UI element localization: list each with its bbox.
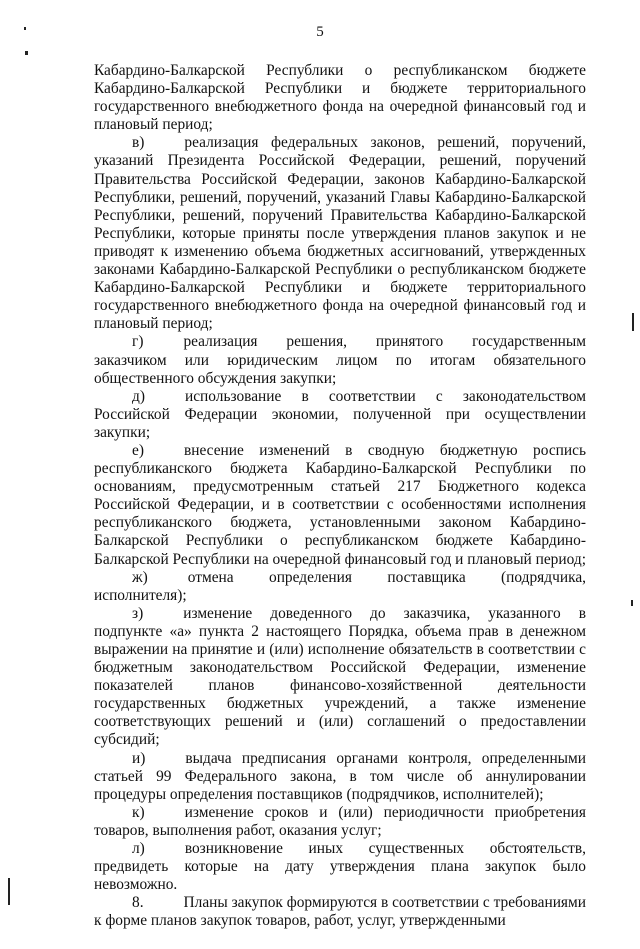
document-body — [94, 62, 586, 949]
item-text: внесение изменений в сводную бюджетную роспись республиканского бюджета Кабардино-Балкарской Республики по основаниям, предусмотренным статьей 217 Бюджетного кодекса Российской Федерации, и в соответствии с особенностями исполнения республиканского бюджета, установленными законом Кабардино-Балкарской Республики о республиканском бюджете Кабардино-Балкарской Республики на очередной финансовый год и плановый период; — [94, 441, 586, 568]
item-marker: е) — [132, 441, 144, 459]
list-item — [94, 894, 586, 930]
list-item — [94, 840, 586, 894]
item-text: возникновение иных существенных обстоятельств, предвидеть которые на дату утверждения плана закупок было невозможно. — [94, 840, 586, 894]
item-text: реализация федеральных законов, решений, поручений, указаний Президента Российской Федерации, решений, поручений Правительства Российской Федерации, законов Кабардино-Балкарской Республики, решений, поручений, указаний Главы Кабардино-Балкарской Республики, решений, поручений Правительства Кабардино-Балкарской Республики, которые приняты после утверждения планов закупок и не приводят к изменению объема бюджетных ассигнований, утвержденных законами Кабардино-Балкарской Республики о республиканском бюджете Кабардино-Балкарской Республики и бюджете территориального государственного внебюджетного фонда на очередной финансовый год и плановый период; — [94, 134, 586, 333]
item-text: реализация решения, принятого государственным заказчиком или юридическим лицом по итогам обязательного общественного обсуждения закупки; — [94, 333, 586, 387]
list-item — [94, 569, 586, 605]
item-marker: з) — [132, 604, 144, 622]
item-marker: к) — [132, 803, 145, 821]
margin-mark — [24, 27, 26, 30]
paragraph-text: Кабардино-Балкарской Республики о республиканском бюджете Кабардино-Балкарской Республики и бюджете территориального государственного внебюджетного фонда на очередной финансовый год и плановый период; — [94, 62, 586, 134]
item-marker: и) — [132, 749, 146, 767]
list-item — [94, 605, 586, 750]
item-marker: в) — [132, 134, 145, 152]
item-marker: л) — [132, 840, 145, 858]
item-text: Планы закупок формируются в соответствии с требованиями к форме планов закупок товаров, работ, услуг, утвержденными — [94, 894, 586, 930]
item-marker: д) — [132, 387, 145, 405]
list-item — [94, 804, 586, 840]
item-text: изменение сроков и (или) периодичности приобретения товаров, выполнения работ, оказания услуг; — [94, 803, 586, 839]
item-text: использование в соответствии с законодательством Российской Федерации экономии, полученной при осуществлении закупки; — [94, 387, 586, 441]
item-text: выдача предписания органами контроля, определенными статьей 99 Федерального закона, в том числе об аннулировании процедуры определения поставщиков (подрядчиков, исполнителей); — [94, 749, 586, 803]
item-text: отмена определения поставщика (подрядчика, исполнителя); — [94, 568, 586, 604]
list-item — [94, 750, 586, 804]
numbered-paragraph — [94, 931, 586, 949]
margin-mark — [632, 313, 634, 331]
list-item — [94, 442, 586, 569]
item-marker: г) — [132, 333, 144, 351]
item-text: изменение доведенного до заказчика, указанного в подпункте «а» пункта 2 настоящего Порядка, объема прав в денежном выражении на принятие и (или) исполнение обязательств в соответствии с бюджетным законодательством Российской Федерации, изменение показателей планов финансово-хозяйственной деятельности государственных бюджетных учреждений, а также изменение соответствующих решений и (или) соглашений о предоставлении субсидий; — [94, 604, 586, 749]
list-item — [94, 333, 586, 387]
item-marker: 8. — [132, 894, 144, 912]
item-marker: ж) — [132, 568, 148, 586]
list-item — [94, 388, 586, 442]
margin-mark — [25, 51, 28, 55]
margin-mark — [631, 600, 633, 606]
page-number: 5 — [316, 24, 324, 40]
paragraph — [94, 62, 586, 134]
list-item — [94, 134, 586, 333]
margin-mark — [8, 878, 10, 905]
